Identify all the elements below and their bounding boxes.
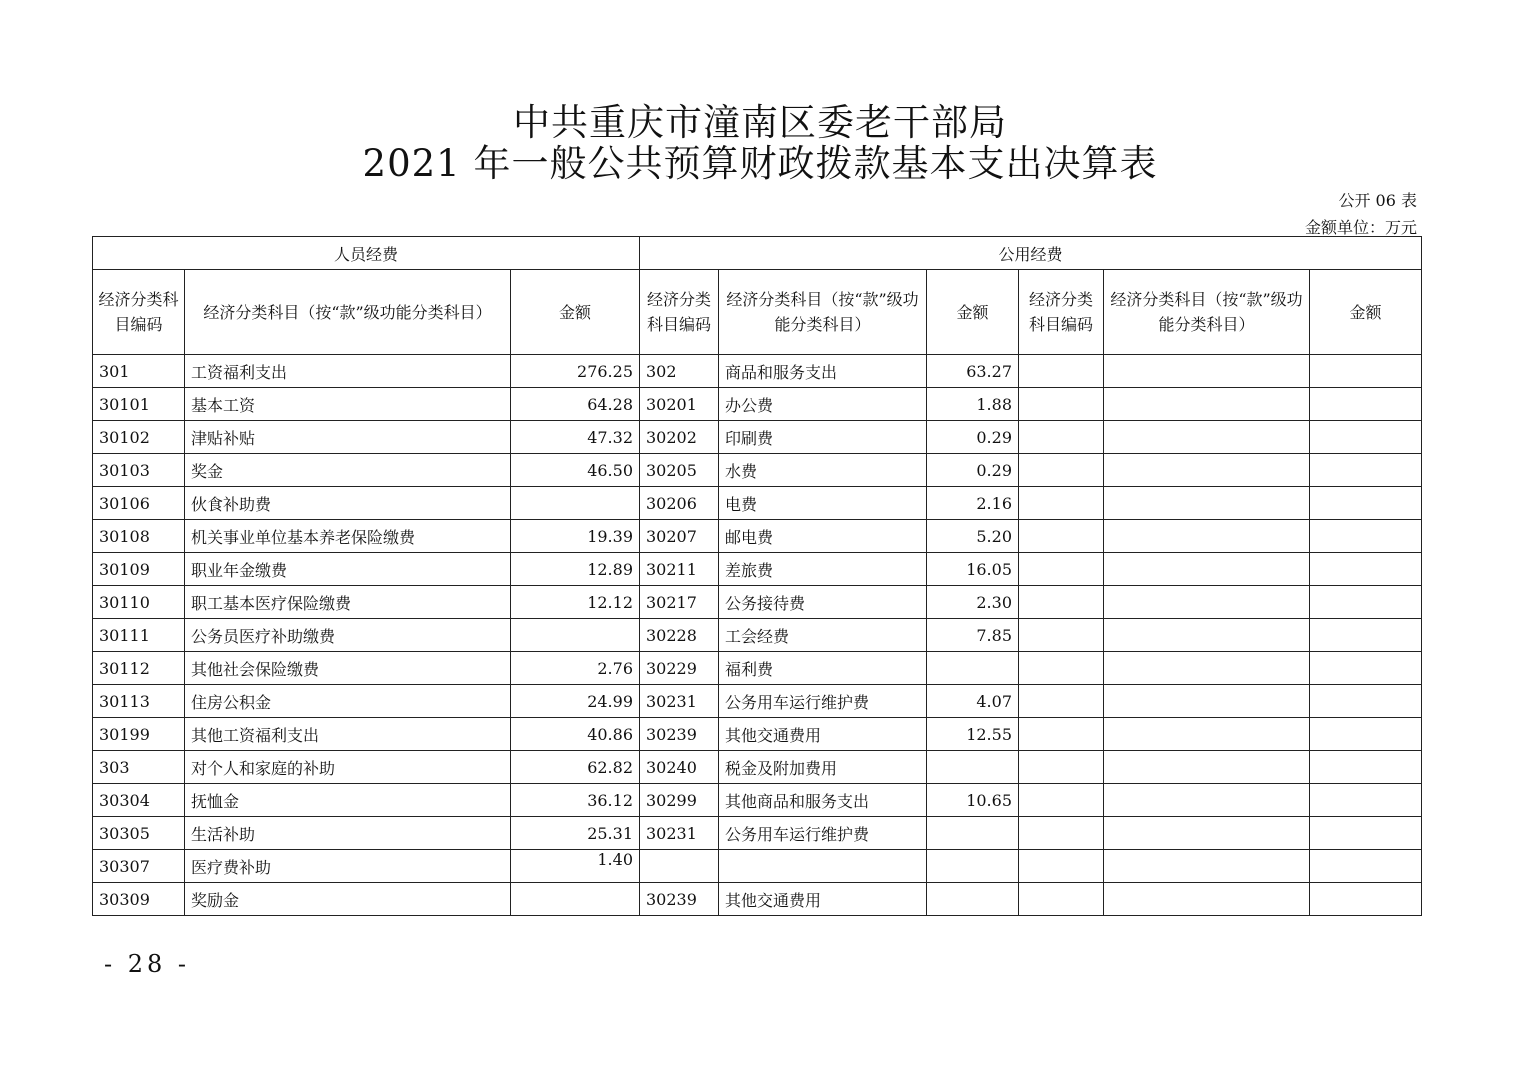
table-row (93, 883, 1422, 916)
name-cell: 伙食补助费 (185, 487, 511, 520)
code-cell: 30111 (93, 619, 185, 652)
name-cell: 职业年金缴费 (185, 553, 511, 586)
amount-cell: 2.16 (927, 487, 1019, 520)
empty-cell (1104, 784, 1310, 817)
name-cell: 生活补助 (185, 817, 511, 850)
header-code-3: 经济分类科目编码 (1019, 270, 1104, 355)
table-row (93, 718, 1422, 751)
amount-cell: 276.25 (511, 355, 640, 388)
amount-cell: 2.76 (511, 652, 640, 685)
empty-cell (1310, 850, 1422, 883)
name-cell: 其他交通费用 (719, 718, 927, 751)
code-cell: 30229 (640, 652, 719, 685)
empty-cell (1019, 553, 1104, 586)
empty-cell (1310, 388, 1422, 421)
amount-cell: 12.55 (927, 718, 1019, 751)
empty-cell (1104, 586, 1310, 619)
empty-cell (1019, 388, 1104, 421)
amount-cell (511, 487, 640, 520)
name-cell: 工资福利支出 (185, 355, 511, 388)
empty-cell (1310, 586, 1422, 619)
amount-cell: 12.12 (511, 586, 640, 619)
table-row (93, 388, 1422, 421)
code-cell: 30101 (93, 388, 185, 421)
empty-cell (1019, 652, 1104, 685)
name-cell: 职工基本医疗保险缴费 (185, 586, 511, 619)
code-cell: 30305 (93, 817, 185, 850)
amount-cell (927, 751, 1019, 784)
empty-cell (1310, 652, 1422, 685)
name-cell: 其他交通费用 (719, 883, 927, 916)
header-code-1: 经济分类科目编码 (93, 270, 185, 355)
empty-cell (1310, 421, 1422, 454)
table-row (93, 454, 1422, 487)
table-row (93, 487, 1422, 520)
empty-cell (1104, 751, 1310, 784)
section-header-row (93, 237, 1422, 270)
amount-cell: 5.20 (927, 520, 1019, 553)
table-row (93, 553, 1422, 586)
name-cell: 对个人和家庭的补助 (185, 751, 511, 784)
amount-cell: 2.30 (927, 586, 1019, 619)
empty-cell (1310, 718, 1422, 751)
code-cell: 30231 (640, 685, 719, 718)
empty-cell (1104, 685, 1310, 718)
amount-cell: 12.89 (511, 553, 640, 586)
amount-unit: 金额单位：万元 (1304, 218, 1417, 237)
code-cell: 30309 (93, 883, 185, 916)
amount-cell: 0.29 (927, 421, 1019, 454)
empty-cell (1019, 454, 1104, 487)
name-cell: 公务用车运行维护费 (719, 685, 927, 718)
empty-cell (1019, 817, 1104, 850)
table-row (93, 619, 1422, 652)
name-cell: 公务员医疗补助缴费 (185, 619, 511, 652)
table-row (93, 520, 1422, 553)
code-cell: 303 (93, 751, 185, 784)
empty-cell (1310, 685, 1422, 718)
empty-cell (1104, 883, 1310, 916)
header-name-1: 经济分类科目（按“款”级功能分类科目） (185, 270, 511, 355)
empty-cell (1104, 553, 1310, 586)
header-code-2: 经济分类科目编码 (640, 270, 719, 355)
empty-cell (1019, 850, 1104, 883)
code-cell: 30199 (93, 718, 185, 751)
empty-cell (1104, 652, 1310, 685)
code-cell: 30106 (93, 487, 185, 520)
amount-cell: 4.07 (927, 685, 1019, 718)
name-cell: 公务用车运行维护费 (719, 817, 927, 850)
empty-cell (1104, 817, 1310, 850)
amount-cell: 19.39 (511, 520, 640, 553)
empty-cell (1310, 817, 1422, 850)
table-row (93, 355, 1422, 388)
name-cell: 其他社会保险缴费 (185, 652, 511, 685)
table-row (93, 784, 1422, 817)
empty-cell (1019, 751, 1104, 784)
empty-cell (1104, 850, 1310, 883)
name-cell: 基本工资 (185, 388, 511, 421)
code-cell: 30103 (93, 454, 185, 487)
name-cell: 津贴补贴 (185, 421, 511, 454)
empty-cell (1104, 355, 1310, 388)
amount-cell: 46.50 (511, 454, 640, 487)
empty-cell (1104, 388, 1310, 421)
name-cell: 住房公积金 (185, 685, 511, 718)
code-cell: 30240 (640, 751, 719, 784)
empty-cell (1019, 619, 1104, 652)
empty-cell (1019, 718, 1104, 751)
amount-cell (927, 850, 1019, 883)
header-name-3: 经济分类科目（按“款”级功能分类科目） (1104, 270, 1310, 355)
document-title: 中共重庆市潼南区委老干部局 (513, 101, 1007, 144)
table-number: 公开 06 表 (1338, 191, 1417, 210)
name-cell (719, 850, 927, 883)
empty-cell (1019, 520, 1104, 553)
amount-cell: 47.32 (511, 421, 640, 454)
amount-cell: 16.05 (927, 553, 1019, 586)
empty-cell (1019, 883, 1104, 916)
code-cell (640, 850, 719, 883)
code-cell: 30207 (640, 520, 719, 553)
empty-cell (1310, 454, 1422, 487)
empty-cell (1310, 355, 1422, 388)
table-row (93, 421, 1422, 454)
amount-cell: 62.82 (511, 751, 640, 784)
amount-cell: 0.29 (927, 454, 1019, 487)
code-cell: 30228 (640, 619, 719, 652)
code-cell: 30211 (640, 553, 719, 586)
name-cell: 福利费 (719, 652, 927, 685)
code-cell: 30113 (93, 685, 185, 718)
code-cell: 30108 (93, 520, 185, 553)
page-number: - 28 - (104, 950, 191, 978)
empty-cell (1310, 883, 1422, 916)
empty-cell (1310, 784, 1422, 817)
amount-cell: 10.65 (927, 784, 1019, 817)
empty-cell (1104, 520, 1310, 553)
amount-cell: 1.88 (927, 388, 1019, 421)
budget-table (92, 236, 1422, 916)
name-cell: 机关事业单位基本养老保险缴费 (185, 520, 511, 553)
empty-cell (1019, 586, 1104, 619)
code-cell: 30112 (93, 652, 185, 685)
empty-cell (1019, 784, 1104, 817)
code-cell: 30202 (640, 421, 719, 454)
table-row (93, 817, 1422, 850)
name-cell: 其他商品和服务支出 (719, 784, 927, 817)
amount-cell: 36.12 (511, 784, 640, 817)
table-row (93, 850, 1422, 883)
name-cell: 其他工资福利支出 (185, 718, 511, 751)
code-cell: 30307 (93, 850, 185, 883)
name-cell: 电费 (719, 487, 927, 520)
empty-cell (1104, 718, 1310, 751)
amount-cell (927, 883, 1019, 916)
empty-cell (1019, 685, 1104, 718)
name-cell: 医疗费补助 (185, 850, 511, 883)
section-personnel: 人员经费 (93, 237, 640, 270)
header-name-2: 经济分类科目（按“款”级功能分类科目） (719, 270, 927, 355)
amount-cell (927, 652, 1019, 685)
amount-cell (511, 619, 640, 652)
empty-cell (1310, 553, 1422, 586)
table-row (93, 685, 1422, 718)
empty-cell (1019, 355, 1104, 388)
empty-cell (1310, 619, 1422, 652)
empty-cell (1019, 421, 1104, 454)
empty-cell (1310, 487, 1422, 520)
code-cell: 30239 (640, 883, 719, 916)
empty-cell (1019, 487, 1104, 520)
code-cell: 30109 (93, 553, 185, 586)
empty-cell (1104, 619, 1310, 652)
code-cell: 30206 (640, 487, 719, 520)
amount-cell: 24.99 (511, 685, 640, 718)
amount-cell: 7.85 (927, 619, 1019, 652)
name-cell: 税金及附加费用 (719, 751, 927, 784)
section-public: 公用经费 (640, 237, 1422, 270)
header-amount-1: 金额 (511, 270, 640, 355)
table-row (93, 751, 1422, 784)
document-subtitle: 2021 年一般公共预算财政拨款基本支出决算表 (362, 142, 1158, 185)
empty-cell (1310, 751, 1422, 784)
amount-cell: 25.31 (511, 817, 640, 850)
code-cell: 30239 (640, 718, 719, 751)
amount-cell (927, 817, 1019, 850)
amount-cell: 63.27 (927, 355, 1019, 388)
empty-cell (1104, 421, 1310, 454)
empty-cell (1104, 454, 1310, 487)
name-cell: 抚恤金 (185, 784, 511, 817)
empty-cell (1310, 520, 1422, 553)
name-cell: 水费 (719, 454, 927, 487)
name-cell: 奖励金 (185, 883, 511, 916)
empty-cell (1104, 487, 1310, 520)
code-cell: 30102 (93, 421, 185, 454)
code-cell: 30201 (640, 388, 719, 421)
name-cell: 商品和服务支出 (719, 355, 927, 388)
table-row (93, 586, 1422, 619)
name-cell: 办公费 (719, 388, 927, 421)
header-amount-2: 金额 (927, 270, 1019, 355)
name-cell: 邮电费 (719, 520, 927, 553)
amount-cell: 64.28 (511, 388, 640, 421)
amount-cell: 40.86 (511, 718, 640, 751)
code-cell: 30205 (640, 454, 719, 487)
name-cell: 奖金 (185, 454, 511, 487)
name-cell: 印刷费 (719, 421, 927, 454)
code-cell: 30299 (640, 784, 719, 817)
column-header-row (93, 270, 1422, 355)
code-cell: 30217 (640, 586, 719, 619)
code-cell: 302 (640, 355, 719, 388)
code-cell: 30110 (93, 586, 185, 619)
name-cell: 工会经费 (719, 619, 927, 652)
name-cell: 公务接待费 (719, 586, 927, 619)
name-cell: 差旅费 (719, 553, 927, 586)
header-amount-3: 金额 (1310, 270, 1422, 355)
table-row (93, 652, 1422, 685)
amount-cell (511, 883, 640, 916)
amount-cell: 1.40 (511, 850, 640, 883)
code-cell: 30304 (93, 784, 185, 817)
code-cell: 301 (93, 355, 185, 388)
code-cell: 30231 (640, 817, 719, 850)
